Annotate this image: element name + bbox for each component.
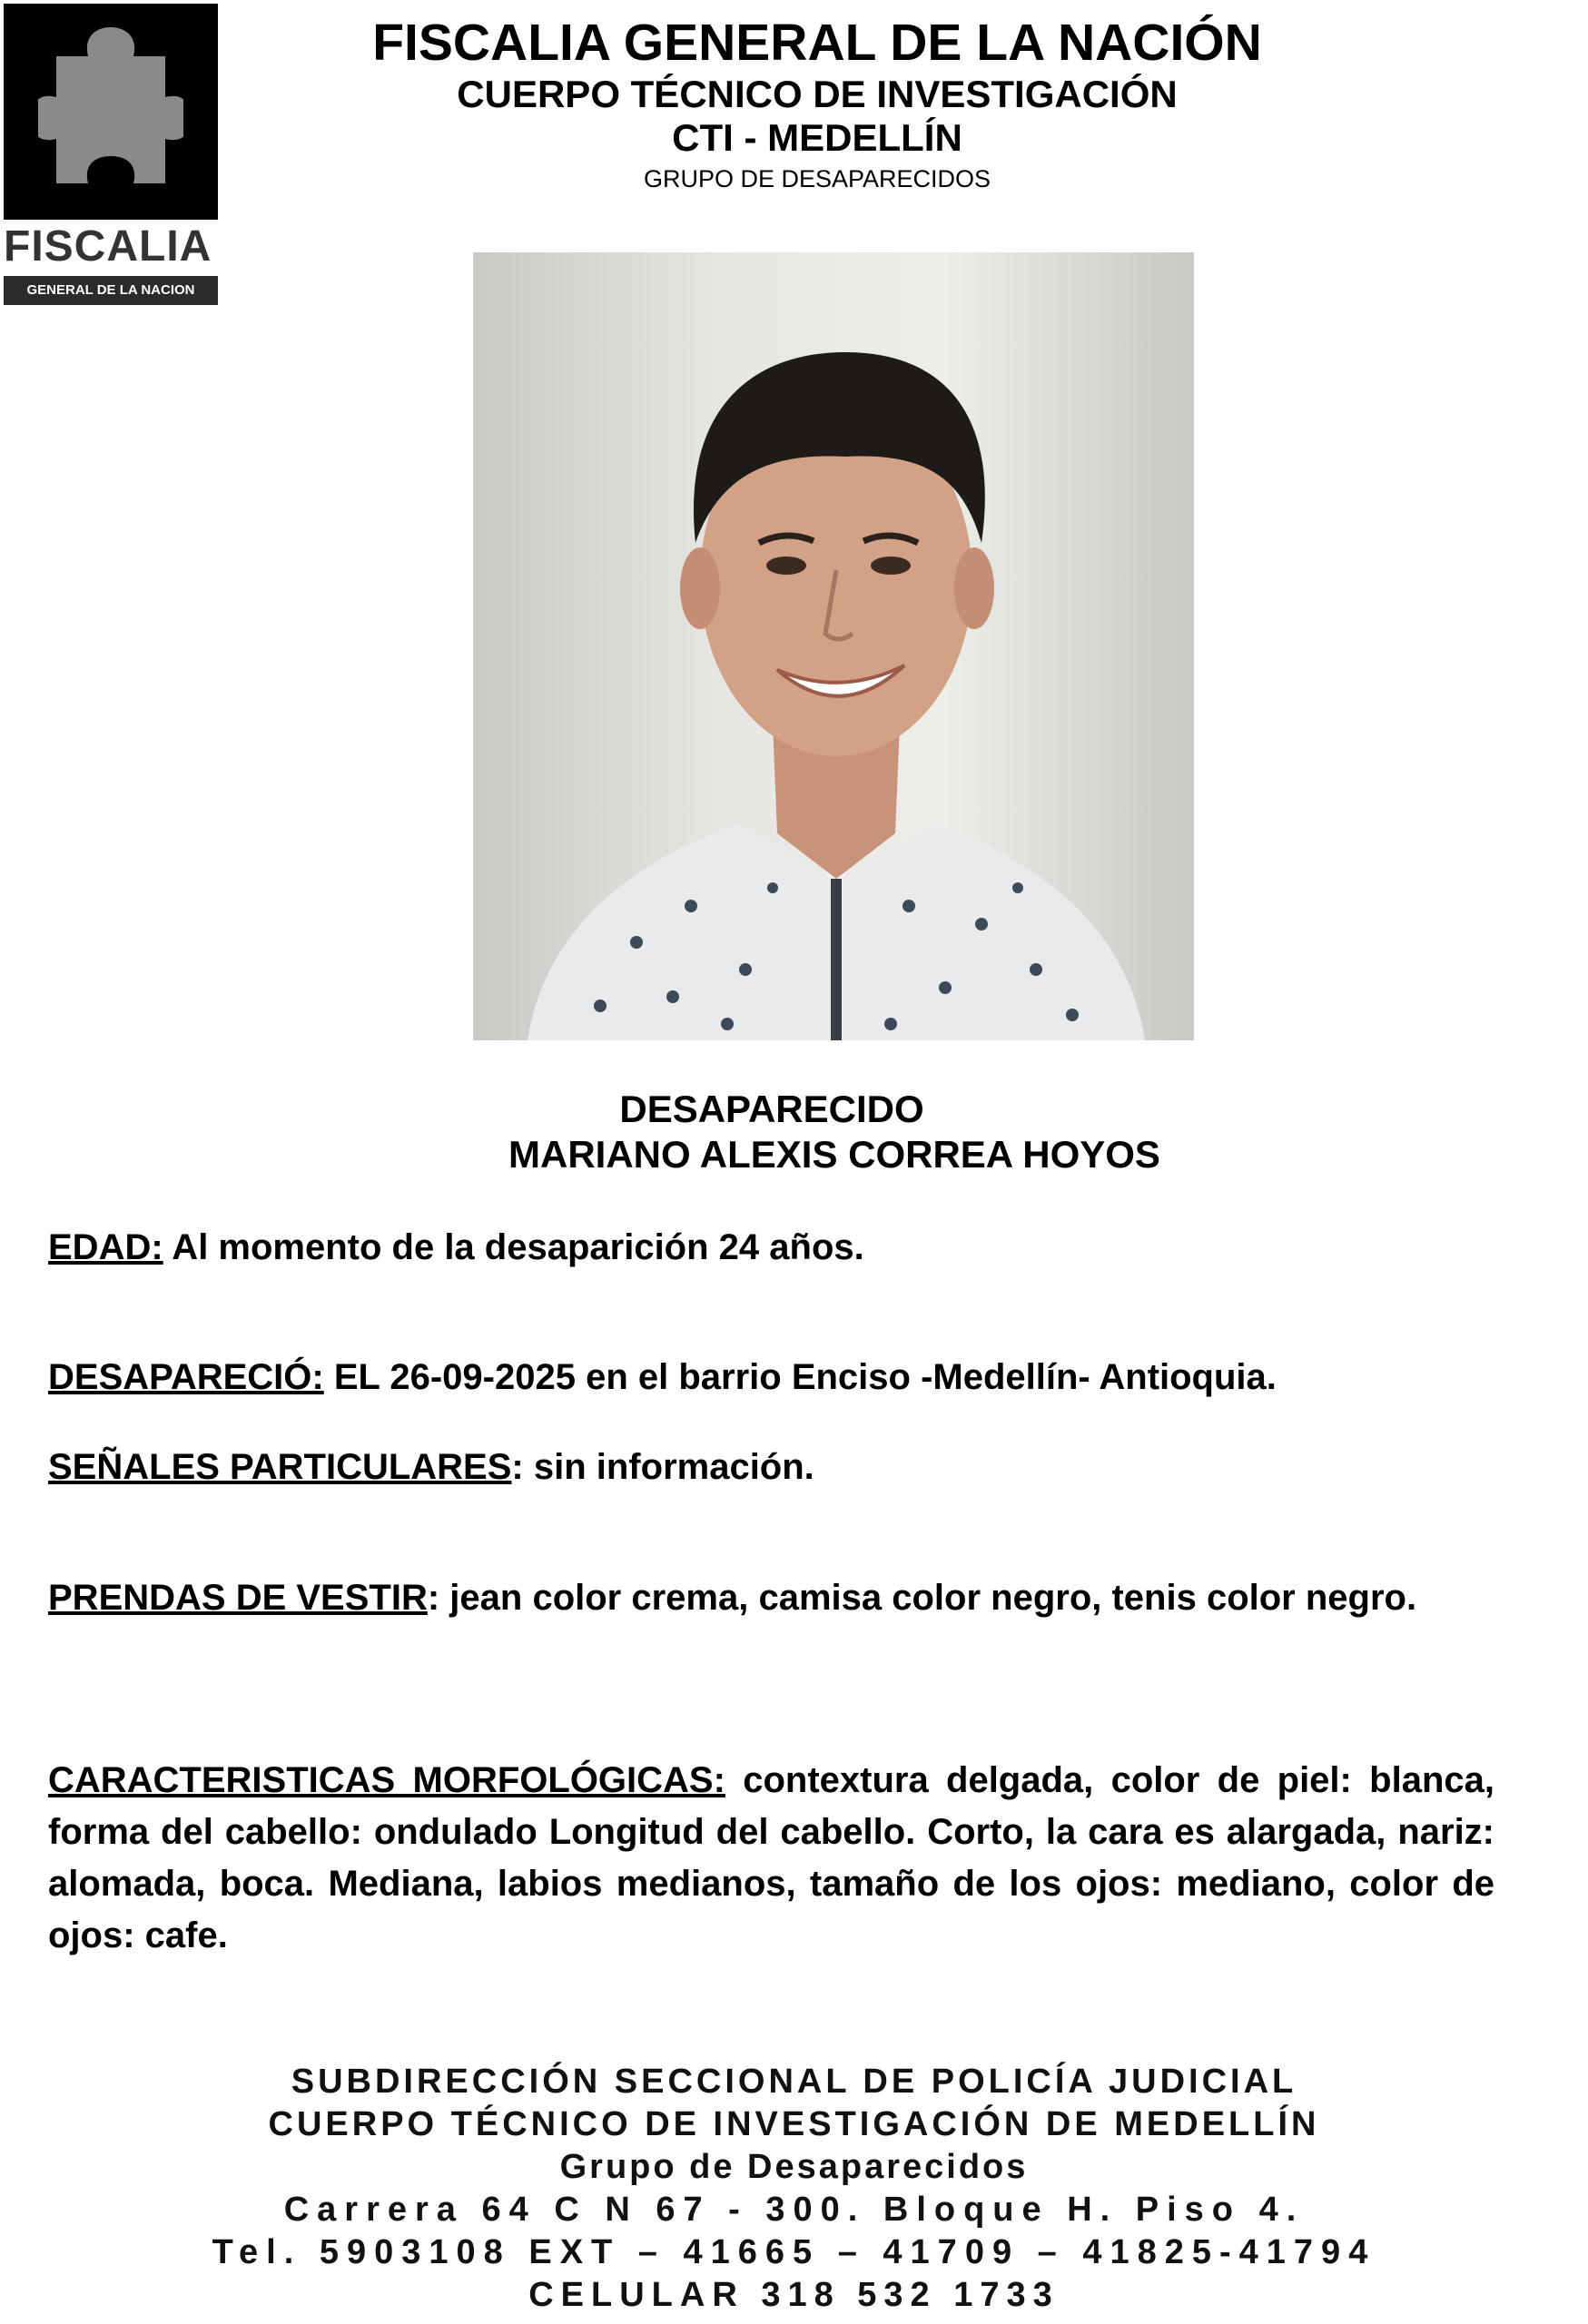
clothing-value: : jean color crema, camisa color negro, tenis color negro. — [427, 1578, 1417, 1618]
footer-mobile: CELULAR 318 532 1733 — [528, 2276, 1060, 2314]
puzzle-piece-icon — [4, 4, 218, 220]
footer-office: CUERPO TÉCNICO DE INVESTIGACIÓN DE MEDELLÍN — [268, 2105, 1320, 2143]
logo-wordmark: FISCALIA — [4, 222, 212, 271]
header-group: GRUPO DE DESAPARECIDOS — [643, 165, 991, 192]
logo-subline: GENERAL DE LA NACION — [4, 276, 218, 305]
clothing-label: PRENDAS DE VESTIR — [48, 1578, 428, 1618]
morphology-paragraph — [48, 1755, 1494, 1962]
morphology-value: contextura delgada, color de piel: blanca, forma del cabello: ondulado Longitud del cabello. Corto, la cara es alargada, nariz: alomada, boca. Mediana, labios medianos, tamaño de los ojos: mediano, color de ojos: cafe. — [48, 1760, 1494, 1955]
missing-person-photo — [473, 252, 1194, 1040]
marks-value: : sin información. — [511, 1447, 814, 1487]
disappeared-line — [48, 1352, 1494, 1403]
header-title: FISCALIA GENERAL DE LA NACIÓN — [372, 14, 1262, 72]
morphology-label: CARACTERISTICAS MORFOLÓGICAS: — [48, 1760, 725, 1800]
header-office: CTI - MEDELLÍN — [672, 116, 962, 159]
fiscalia-logo — [4, 4, 218, 305]
status-heading: DESAPARECIDO — [619, 1088, 924, 1130]
age-line — [48, 1222, 1494, 1274]
age-value: Al momento de la desaparición 24 años. — [163, 1227, 864, 1267]
footer-phone: Tel. 5903108 EXT – 41665 – 41709 – 41825-41794 — [212, 2233, 1376, 2271]
clothing-paragraph — [48, 1572, 1494, 1624]
footer-division: SUBDIRECCIÓN SECCIONAL DE POLICÍA JUDICIAL — [291, 2063, 1297, 2101]
marks-line — [48, 1442, 1494, 1493]
disappeared-label: DESAPARECIÓ: — [48, 1357, 324, 1397]
person-name: MARIANO ALEXIS CORREA HOYOS — [508, 1133, 1160, 1176]
header-subtitle: CUERPO TÉCNICO DE INVESTIGACIÓN — [457, 73, 1178, 115]
marks-label: SEÑALES PARTICULARES — [48, 1447, 512, 1487]
age-label: EDAD: — [48, 1227, 163, 1267]
footer-group: Grupo de Desaparecidos — [559, 2148, 1029, 2186]
disappeared-value: EL 26-09-2025 en el barrio Enciso -Medellín- Antioquia. — [323, 1357, 1277, 1397]
footer-address: Carrera 64 C N 67 - 300. Bloque H. Piso 4. — [283, 2191, 1305, 2229]
